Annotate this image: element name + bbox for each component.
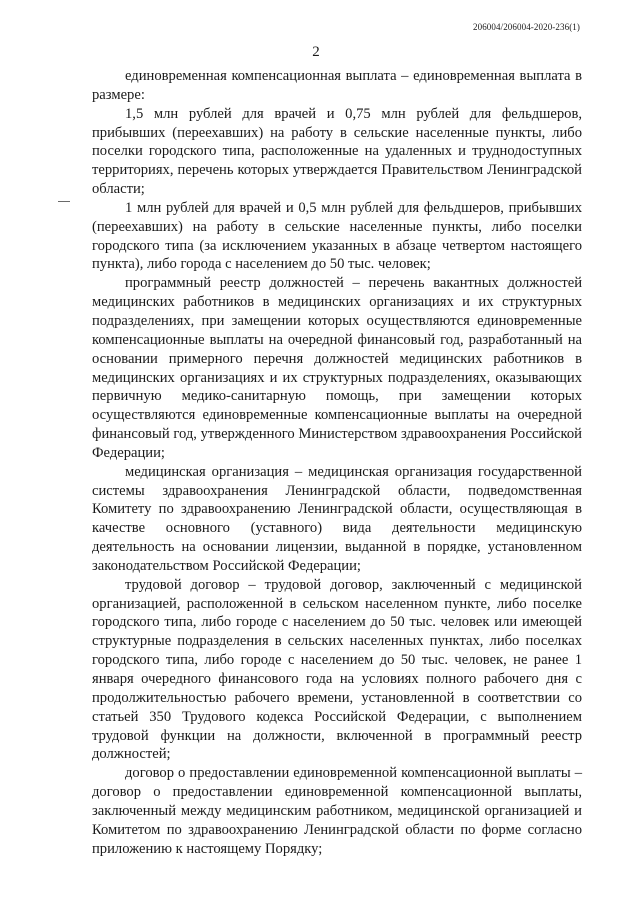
document-code: 206004/206004-2020-236(1)	[473, 22, 580, 32]
paragraph-employment-contract-definition: трудовой договор – трудовой договор, заключенный с медицинской организацией, расположенной в сельском населенном пункте, либо поселке городского типа, либо городе с населением до 50 тыс. человек или имеющей структурные подразделения в сельских населенных пунктах, либо поселках городского типа, либо городе с населением до 50 тыс. человек, не ранее 1 января очередного финансового года на условиях полного рабочего дня с продолжительностью рабочего времени, установленной в соответствии со статьей 350 Трудового кодекса Российской Федерации, с выполнением трудовой функции на должности, включенной в программный реестр должностей;	[92, 576, 582, 763]
paragraph-payment-agreement-definition: договор о предоставлении единовременной компенсационной выплаты – договор о предоставлении единовременной компенсационной выплаты, заключенный между медицинским работником, медицинской организацией и Комитетом по здравоохранению Ленинградской области по форме согласно приложению к настоящему Порядку;	[92, 765, 582, 857]
paragraph-medical-organization-definition: медицинская организация – медицинская организация государственной системы здравоохранения Ленинградской области, подведомственная Комитету по здравоохранению Ленинградской области, осуществляющая в качестве основного (уставного) вида деятельности медицинскую деятельность на основании лицензии, выданной в порядке, установленном законодательством Российской Федерации;	[92, 463, 582, 574]
page-number: 2	[312, 44, 320, 60]
paragraph-program-registry-definition: программный реестр должностей – перечень вакантных должностей медицинских работников в медицинских организациях и их структурных подразделениях, при замещении которых осуществляются единовременные компенсационные выплаты на очередной финансовый год, разработанный на основании примерного перечня должностей медицинских работников в медицинских организациях и их структурных подразделениях, оказывающих первичную медико-санитарную помощь, при замещении которых осуществляются единовременные компенсационные выплаты на очередной финансовый год, утвержденного Министерством здравоохранения Российской Федерации;	[92, 275, 582, 461]
paragraph-lump-sum-definition: единовременная компенсационная выплата – единовременная выплата в размере:	[92, 68, 582, 103]
paragraph-remote-territories-amount: 1,5 млн рублей для врачей и 0,75 млн рублей для фельдшеров, прибывших (переехавших) на работу в сельские населенные пункты, либо поселки городского типа, расположенные на удаленных и труднодоступных территориях, перечень которых утверждается Правительством Ленинградской области;	[92, 105, 582, 198]
margin-mark	[58, 201, 70, 202]
document-body	[92, 67, 582, 858]
paragraph-rural-amount: 1 млн рублей для врачей и 0,5 млн рублей для фельдшеров, прибывших (переехавших) на работу в сельские населенные пункты, либо поселки городского типа (за исключением указанных в абзаце четвертом настоящего пункта), либо города с населением до 50 тыс. человек;	[92, 199, 582, 273]
